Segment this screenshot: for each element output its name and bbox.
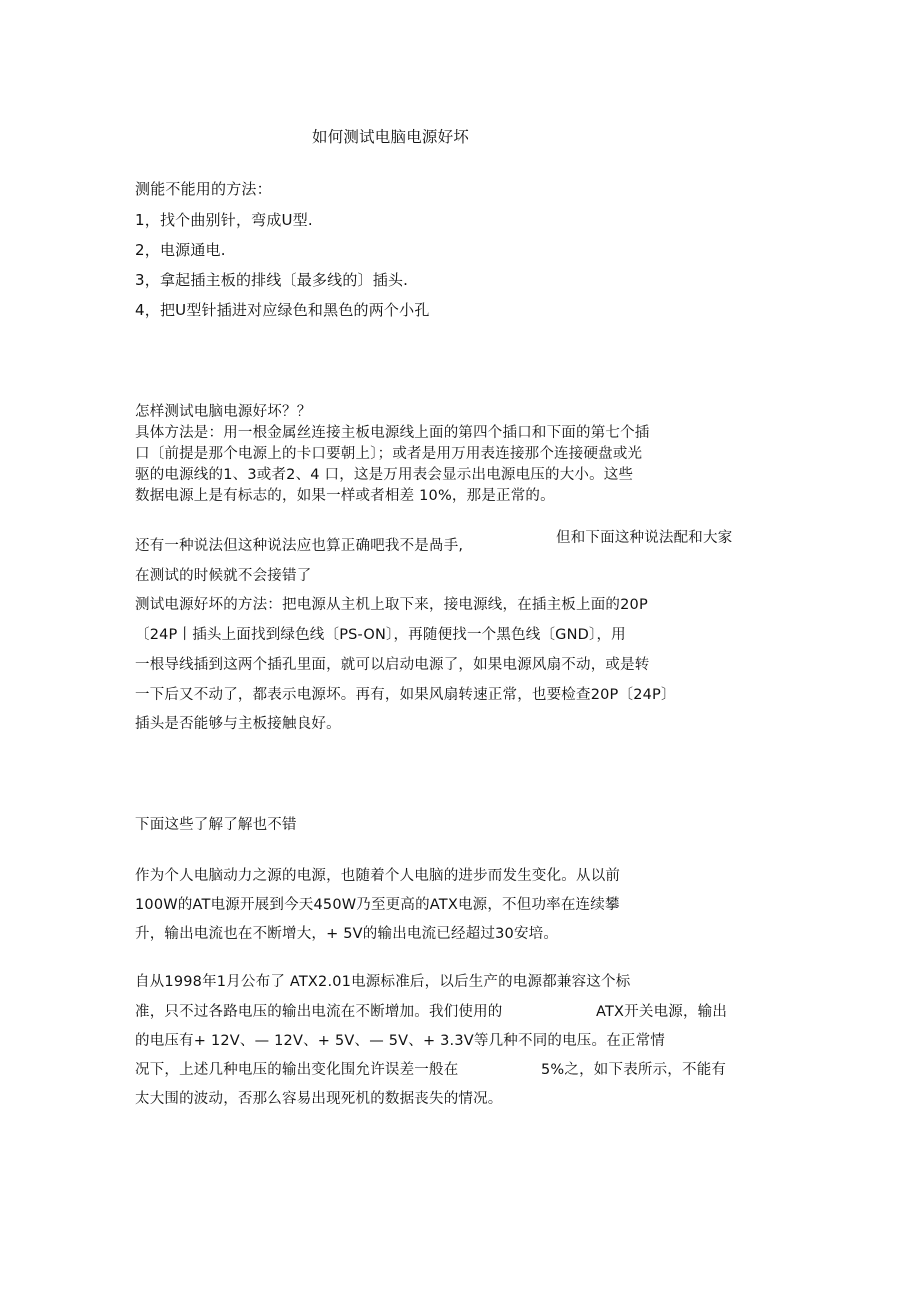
- paragraph-line: 准，只不过各路电压的输出电流在不断增加。我们使用的: [135, 1004, 503, 1020]
- paragraph-line: 一下后又不动了，都表示电源坏。再有，如果风扇转速正常，也要检查20P〔24P〕: [135, 687, 676, 703]
- section3-intro-continued: 在测试的时候就不会接错了: [135, 568, 312, 584]
- step-line: 1，找个曲别针，弯成U型.: [135, 211, 313, 229]
- section3-intro-left: 还有一种说法但这种说法应也算正确吧我不是咼手,: [135, 538, 464, 554]
- section1-heading: 测能不能用的方法：: [135, 180, 272, 198]
- step-line: 3，拿起插主板的排线〔最多线的〕插头.: [135, 271, 409, 289]
- paragraph-line: 太大围的波动，否那么容易出现死机的数据丧失的情况。: [135, 1091, 503, 1107]
- paragraph-line: 驱的电源线的1、3或者2、4 口，这是万用表会显示出电源电压的大小。这些: [135, 467, 634, 483]
- step-line: 2，电源通电.: [135, 241, 226, 259]
- paragraph-line: 况下，上述几种电压的输出变化围允许误差一般在: [135, 1062, 459, 1078]
- paragraph-line: 具体方法是：用一根金属丝连接主板电源线上面的第四个插口和下面的第七个插: [135, 425, 650, 441]
- section3-intro-right: 但和下面这种说法配和大家: [556, 530, 733, 546]
- paragraph-line: 作为个人电脑动力之源的电源，也随着个人电脑的进步而发生变化。从以前: [135, 868, 621, 884]
- page-title: 如何测试电脑电源好坏: [312, 128, 470, 146]
- paragraph-line-fragment: ATX开关电源，输出: [596, 1004, 728, 1020]
- paragraph-line: 一根导线插到这两个插孔里面，就可以启动电源了，如果电源风扇不动，或是转: [135, 657, 650, 673]
- section4-heading: 下面这些了解了解也不错: [135, 817, 297, 833]
- paragraph-line: 插头是否能够与主板接触良好。: [135, 716, 341, 732]
- section2-question: 怎样测试电脑电源好坏？？: [135, 404, 312, 420]
- paragraph-line-fragment: 5%之，如下表所示，不能有: [541, 1062, 727, 1078]
- paragraph-line: 自从1998年1月公布了 ATX2.01电源标准后，以后生产的电源都兼容这个标: [135, 974, 631, 990]
- paragraph-line: 口〔前提是那个电源上的卡口要朝上〕；或者是用万用表连接那个连接硬盘或光: [135, 446, 643, 462]
- paragraph-line: 的电压有+ 12V、— 12V、+ 5V、— 5V、+ 3.3V等几种不同的电压。在正常情: [135, 1033, 665, 1049]
- paragraph-line: 数据电源上是有标志的，如果一样或者相差 10%，那是正常的。: [135, 488, 555, 504]
- step-line: 4，把U型针插进对应绿色和黑色的两个小孔: [135, 301, 430, 319]
- paragraph-line: 〔24P丨插头上面找到绿色线〔PS-ON〕，再随便找一个黑色线〔GND〕，用: [135, 627, 626, 643]
- paragraph-line: 100W的AT电源开展到今天450W乃至更高的ATX电源，不但功率在连续攀: [135, 897, 620, 913]
- paragraph-line: 升，输出电流也在不断增大，+ 5V的输出电流已经超过30安培。: [135, 926, 559, 942]
- paragraph-line: 测试电源好坏的方法：把电源从主机上取下来，接电源线，在插主板上面的20P: [135, 597, 648, 613]
